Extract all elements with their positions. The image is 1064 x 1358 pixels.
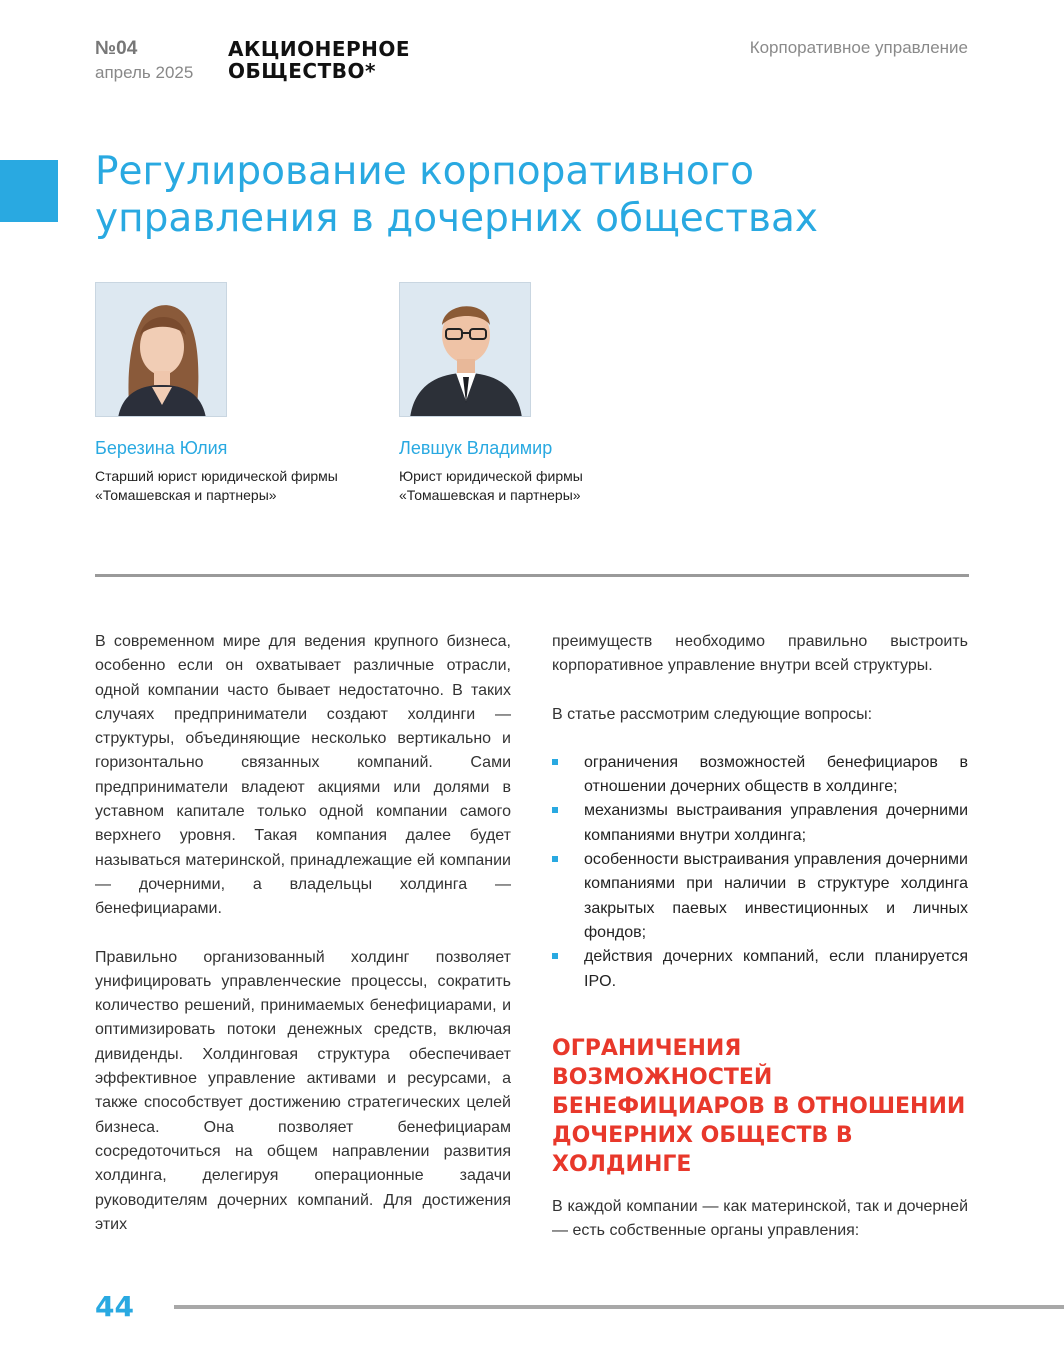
text-column-left — [95, 630, 511, 1261]
paragraph: Правильно организованный холдинг позволяет унифицировать управленческие процессы, сократить количество решений, принимаемых бенефициарами, и оптимизировать потоки денежных средств, включая дивиденды. Холдинговая структура обеспечивает эффективное управление активами и ресурсами, а также способствует достижению стратегических целей бизнеса. Она позволяет бенефициарам сосредоточиться на общем направлении развития холдинга, делегируя операционные задачи руководителям дочерних компаний. Для достижения этих — [95, 948, 511, 1233]
list-item-text: ограничения возможностей бенефициаров в отношении дочерних обществ в холдинге; — [584, 753, 968, 796]
article-title: Регулирование корпоративного управления в дочерних обществах — [95, 149, 818, 241]
topics-list — [552, 751, 968, 994]
author-photo-man — [399, 282, 531, 417]
paragraph: В современном мире для ведения крупного бизнеса, особенно если он охватывает различные отрасли, одной компании часто бывает недостаточно. В таких случаях предприниматели создают холдинги — структуры, объединяющие несколько вертикально и горизонтально связанных компаний. Сами предприниматели владеют акциями или долями в уставном капитале только одной компании самого верхнего уровня. Такая компания далее будет называться материнской, принадлежащие ей компании — дочерними, а владельцы холдинга — бенефициарами. — [95, 633, 511, 918]
list-item-text: механизмы выстраивания управления дочерними компаниями внутри холдинга; — [584, 802, 968, 844]
section-marker — [0, 160, 58, 222]
paragraph: В каждой компании — как материнской, так и дочерней — есть собственные органы управления: — [552, 1197, 968, 1240]
paragraph: В статье рассмотрим следующие вопросы: — [552, 705, 873, 723]
bullet-square-icon — [552, 807, 558, 813]
author-photo-woman — [95, 282, 227, 417]
list-item — [552, 945, 968, 994]
list-item-text: особенности выстраивания управления дочерними компаниями при наличии в структуре холдинга закрытых паевых инвестиционных и личных фондов; — [584, 851, 968, 941]
issue-number: №04 — [95, 38, 138, 59]
author-role: Старший юрист юридической фирмы «Томашевская и партнеры» — [95, 468, 338, 503]
author-role: Юрист юридической фирмы «Томашевская и партнеры» — [399, 468, 583, 503]
list-item — [552, 799, 968, 848]
author-name: Левшук Владимир — [399, 438, 553, 458]
divider-line — [95, 574, 969, 577]
text-column-right — [552, 630, 968, 1267]
author-card — [95, 282, 365, 505]
magazine-logo — [228, 38, 448, 82]
bullet-square-icon — [552, 953, 558, 959]
paragraph: преимуществ необходимо правильно выстроить корпоративное управление внутри всей структуры. — [552, 633, 968, 675]
issue-info — [95, 38, 215, 84]
author-name: Березина Юлия — [95, 438, 228, 458]
list-item — [552, 848, 968, 945]
page-number: 44 — [95, 1290, 134, 1323]
issue-date: апрель 2025 — [95, 63, 194, 82]
footer-divider — [174, 1305, 1064, 1309]
author-card — [399, 282, 669, 505]
list-item — [552, 751, 968, 800]
logo-line-1: АКЦИОНЕРНОЕ — [228, 37, 411, 61]
woman-portrait-icon — [96, 283, 227, 417]
list-item-text: действия дочерних компаний, если планируется IPO. — [584, 948, 968, 990]
bullet-square-icon — [552, 856, 558, 862]
logo-line-2: ОБЩЕСТВО* — [228, 59, 376, 83]
man-portrait-icon — [400, 283, 531, 417]
bullet-square-icon — [552, 759, 558, 765]
section-heading: ОГРАНИЧЕНИЯ ВОЗМОЖНОСТЕЙ БЕНЕФИЦИАРОВ В ОТНОШЕНИИ ДОЧЕРНИХ ОБЩЕСТВ В ХОЛДИНГЕ — [552, 1035, 966, 1177]
section-label: Корпоративное управление — [749, 38, 968, 57]
